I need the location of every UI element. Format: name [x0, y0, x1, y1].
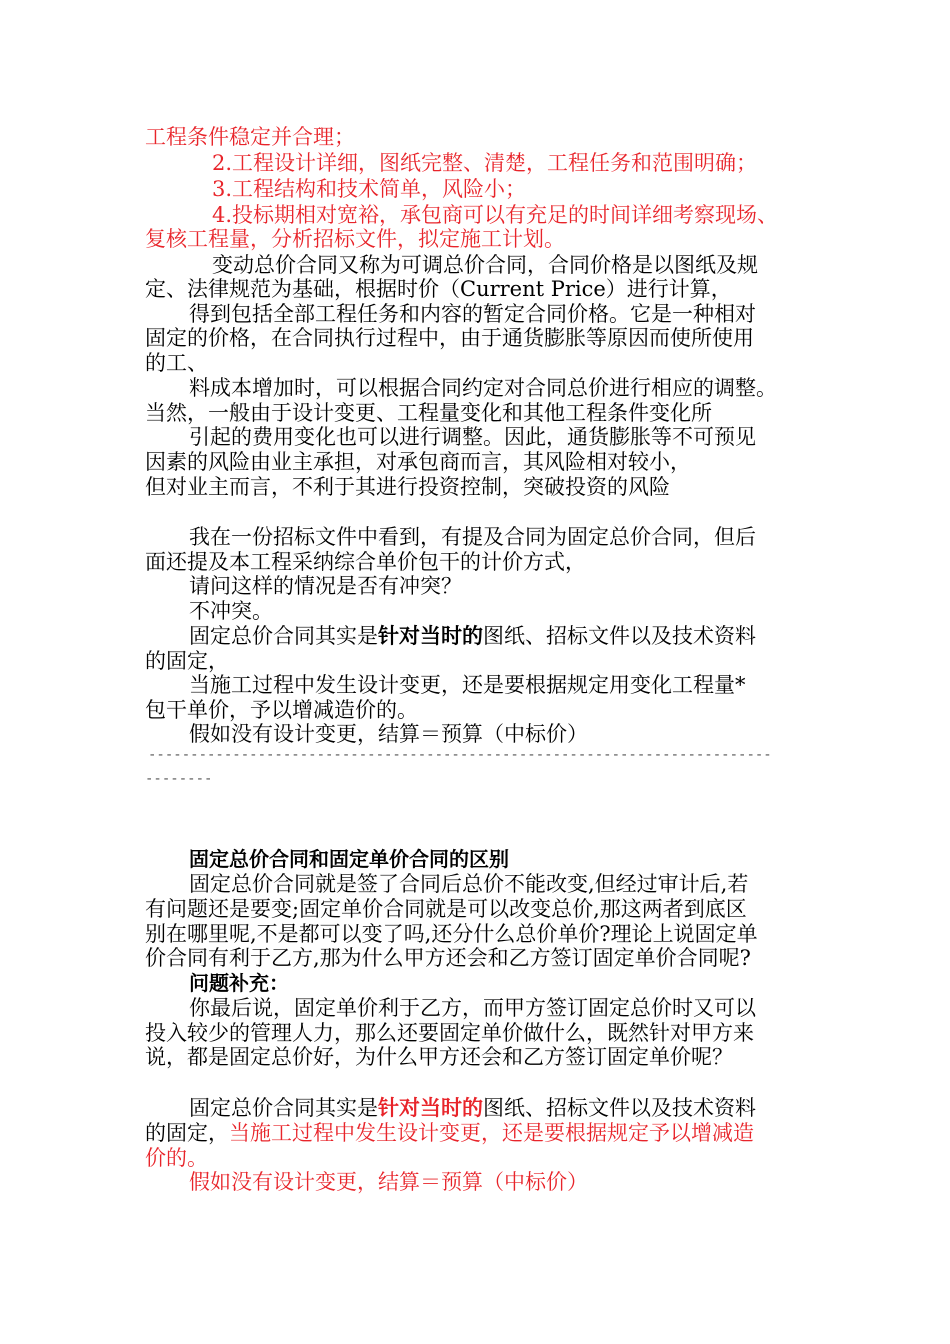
question-line-1: 我在一份招标文件中看到，有提及合同为固定总价合同，但后: [189, 525, 756, 549]
red-line-2: 2.工程设计详细，图纸完整、清楚，工程任务和范围明确；: [212, 151, 758, 175]
answer-line-2-bold: 针对当时的: [378, 624, 483, 648]
answer-line-6: 假如没有设计变更，结算＝预算（中标价）: [189, 722, 588, 746]
supplement-line-3: 说，都是固定总价好，为什么甲方还会和乙方签订固定单价呢？: [145, 1045, 733, 1069]
final-answer-line-4: 假如没有设计变更，结算＝预算（中标价）: [189, 1170, 588, 1194]
red-line-1: 工程条件稳定并合理；: [145, 125, 355, 149]
variable-line-10: 但对业主而言，不利于其进行投资控制，突破投资的风险: [145, 475, 670, 499]
answer-line-3: 的固定，: [145, 649, 229, 673]
supplement-label: 问题补充：: [189, 971, 289, 995]
variable-line-5: 的工、: [145, 351, 208, 375]
variable-line-6: 料成本增加时，可以根据合同约定对合同总价进行相应的调整。: [189, 376, 777, 400]
final-answer-bold: 针对当时的: [378, 1096, 483, 1120]
answer-line-4: 当施工过程中发生设计变更，还是要根据规定用变化工程量*: [189, 673, 746, 697]
supplement-line-1: 你最后说，固定单价利于乙方，而甲方签订固定总价时又可以: [189, 996, 756, 1020]
supplement-line-2: 投入较少的管理人力，那么还要固定单价做什么，既然针对甲方来: [145, 1021, 754, 1045]
question-line-3: 请问这样的情况是否有冲突？: [189, 574, 462, 598]
variable-line-1: 变动总价合同又称为可调总价合同，合同价格是以图纸及规: [212, 253, 758, 277]
final-answer-line-1: [189, 1095, 756, 1121]
answer-line-2-post: 图纸、招标文件以及技术资料: [483, 624, 756, 648]
section-para-line-3: 别在哪里呢,不是都可以变了吗,还分什么总价单价?理论上说固定单: [145, 922, 758, 946]
final-answer-pre: 固定总价合同其实是: [189, 1096, 378, 1120]
answer-line-1: 不冲突。: [189, 599, 273, 623]
dashed-separator-1: --------------------------------------------------------------------------: [148, 747, 772, 763]
final-answer-2-red: 当施工过程中发生设计变更，还是要根据规定予以增减造: [229, 1121, 754, 1145]
variable-line-4: 固定的价格，在合同执行过程中，由于通货膨胀等原因而使所使用: [145, 326, 754, 350]
red-line-4: 4.投标期相对宽裕，承包商可以有充足的时间详细考察现场、: [212, 203, 779, 227]
red-line-5: 复核工程量，分析招标文件，拟定施工计划。: [145, 227, 565, 251]
section-title: 固定总价合同和固定单价合同的区别: [189, 847, 509, 871]
section-para-line-4: 价合同有利于乙方,那为什么甲方还会和乙方签订固定单价合同呢?: [145, 946, 751, 970]
final-answer-2-pre: 的固定，: [145, 1121, 229, 1145]
final-answer-line-2: [145, 1120, 754, 1146]
section-para-line-1: 固定总价合同就是签了合同后总价不能改变,但经过审计后,若: [189, 872, 749, 896]
question-line-2: 面还提及本工程采纳综合单价包干的计价方式，: [145, 550, 586, 574]
final-answer-line-3: 价的。: [145, 1146, 208, 1170]
variable-line-8: 引起的费用变化也可以进行调整。因此，通货膨胀等不可预见: [189, 425, 756, 449]
dashed-separator-2: --------: [145, 771, 213, 787]
answer-line-2: [189, 623, 756, 649]
variable-line-2: 定、法律规范为基础，根据时价（Current Price）进行计算，: [145, 277, 732, 301]
answer-line-2-pre: 固定总价合同其实是: [189, 624, 378, 648]
variable-line-9: 因素的风险由业主承担，对承包商而言，其风险相对较小，: [145, 450, 691, 474]
section-para-line-2: 有问题还是要变;固定单价合同就是可以改变总价,那这两者到底区: [145, 897, 747, 921]
red-line-3: 3.工程结构和技术简单，风险小；: [212, 177, 527, 201]
variable-line-3: 得到包括全部工程任务和内容的暂定合同价格。它是一种相对: [189, 302, 756, 326]
answer-line-5: 包干单价，予以增减造价的。: [145, 698, 418, 722]
final-answer-post: 图纸、招标文件以及技术资料: [483, 1096, 756, 1120]
variable-line-7: 当然，一般由于设计变更、工程量变化和其他工程条件变化所: [145, 401, 712, 425]
